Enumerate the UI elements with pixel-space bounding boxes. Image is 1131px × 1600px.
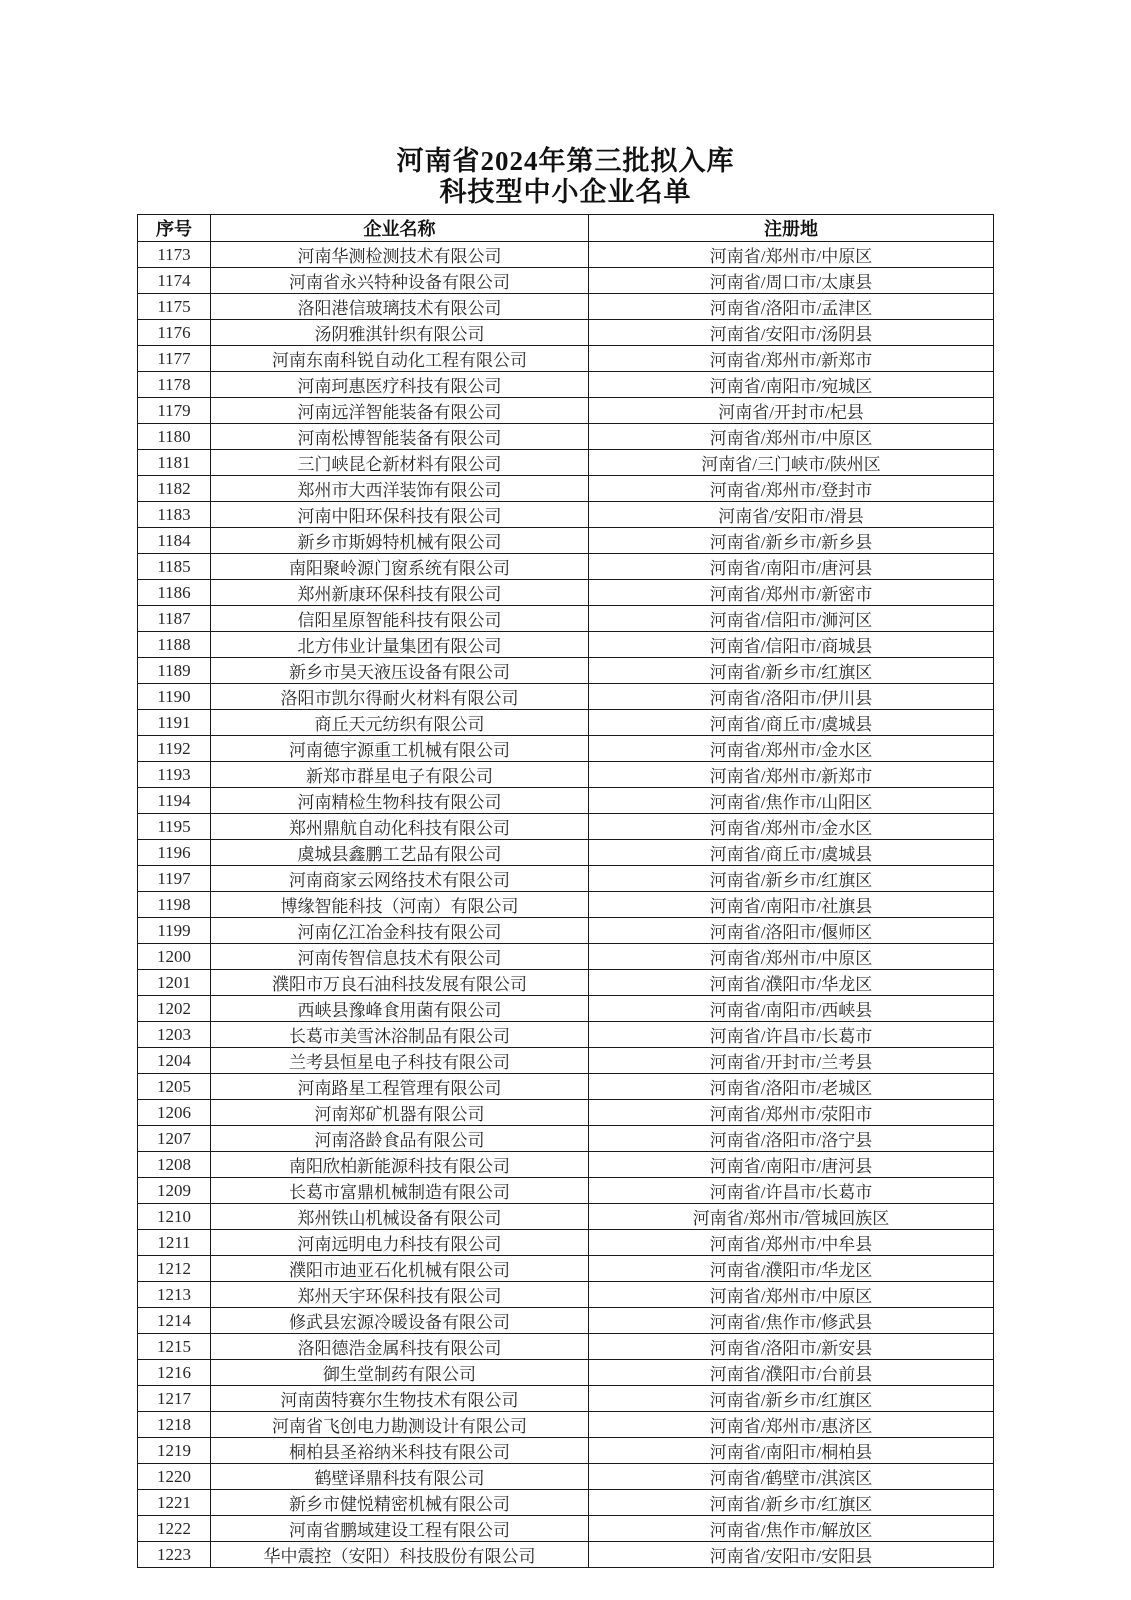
serial-number-cell: 1178 (138, 372, 211, 398)
registration-place-cell: 河南省/商丘市/虞城县 (589, 840, 994, 866)
serial-number-cell: 1197 (138, 866, 211, 892)
table-row (138, 476, 994, 502)
table-row (138, 1516, 994, 1542)
table-row (138, 346, 994, 372)
table-row (138, 398, 994, 424)
table-row (138, 580, 994, 606)
registration-place-cell: 河南省/新乡市/红旗区 (589, 866, 994, 892)
registration-place-cell: 河南省/郑州市/登封市 (589, 476, 994, 502)
serial-number-cell: 1181 (138, 450, 211, 476)
registration-place-cell: 河南省/郑州市/荥阳市 (589, 1100, 994, 1126)
registration-place-cell: 河南省/南阳市/唐河县 (589, 554, 994, 580)
registration-place-cell: 河南省/郑州市/惠济区 (589, 1412, 994, 1438)
registration-place-cell: 河南省/郑州市/中原区 (589, 424, 994, 450)
registration-place-cell: 河南省/洛阳市/洛宁县 (589, 1126, 994, 1152)
company-name-cell: 河南省鹏域建设工程有限公司 (211, 1516, 589, 1542)
registration-place-cell: 河南省/开封市/杞县 (589, 398, 994, 424)
registration-place-cell: 河南省/洛阳市/伊川县 (589, 684, 994, 710)
company-name-cell: 新乡市健悦精密机械有限公司 (211, 1490, 589, 1516)
company-name-cell: 河南松博智能装备有限公司 (211, 424, 589, 450)
registration-place-cell: 河南省/新乡市/红旗区 (589, 1386, 994, 1412)
registration-place-cell: 河南省/开封市/兰考县 (589, 1048, 994, 1074)
serial-number-cell: 1192 (138, 736, 211, 762)
registration-place-cell: 河南省/信阳市/浉河区 (589, 606, 994, 632)
table-row (138, 1334, 994, 1360)
table-row (138, 970, 994, 996)
company-name-cell: 河南珂惠医疗科技有限公司 (211, 372, 589, 398)
company-name-cell: 河南茵特赛尔生物技术有限公司 (211, 1386, 589, 1412)
company-name-cell: 河南省飞创电力勘测设计有限公司 (211, 1412, 589, 1438)
registration-place-cell: 河南省/濮阳市/台前县 (589, 1360, 994, 1386)
serial-number-cell: 1211 (138, 1230, 211, 1256)
header-registration-place: 注册地 (589, 215, 994, 242)
company-name-cell: 华中震控（安阳）科技股份有限公司 (211, 1542, 589, 1568)
table-row (138, 1542, 994, 1568)
registration-place-cell: 河南省/新乡市/红旗区 (589, 658, 994, 684)
table-row (138, 1152, 994, 1178)
registration-place-cell: 河南省/新乡市/新乡县 (589, 528, 994, 554)
company-name-cell: 御生堂制药有限公司 (211, 1360, 589, 1386)
table-row (138, 1100, 994, 1126)
table-row (138, 1230, 994, 1256)
registration-place-cell: 河南省/郑州市/管城回族区 (589, 1204, 994, 1230)
serial-number-cell: 1201 (138, 970, 211, 996)
registration-place-cell: 河南省/郑州市/新郑市 (589, 346, 994, 372)
serial-number-cell: 1179 (138, 398, 211, 424)
company-name-cell: 河南远洋智能装备有限公司 (211, 398, 589, 424)
serial-number-cell: 1194 (138, 788, 211, 814)
serial-number-cell: 1206 (138, 1100, 211, 1126)
registration-place-cell: 河南省/信阳市/商城县 (589, 632, 994, 658)
table-row (138, 450, 994, 476)
serial-number-cell: 1209 (138, 1178, 211, 1204)
serial-number-cell: 1190 (138, 684, 211, 710)
registration-place-cell: 河南省/南阳市/桐柏县 (589, 1438, 994, 1464)
table-row (138, 684, 994, 710)
serial-number-cell: 1219 (138, 1438, 211, 1464)
serial-number-cell: 1223 (138, 1542, 211, 1568)
table-row (138, 606, 994, 632)
serial-number-cell: 1196 (138, 840, 211, 866)
registration-place-cell: 河南省/洛阳市/老城区 (589, 1074, 994, 1100)
table-row (138, 1282, 994, 1308)
serial-number-cell: 1202 (138, 996, 211, 1022)
company-list-table (137, 214, 994, 1568)
company-name-cell: 河南中阳环保科技有限公司 (211, 502, 589, 528)
serial-number-cell: 1215 (138, 1334, 211, 1360)
company-name-cell: 洛阳港信玻璃技术有限公司 (211, 294, 589, 320)
company-name-cell: 新乡市斯姆特机械有限公司 (211, 528, 589, 554)
serial-number-cell: 1174 (138, 268, 211, 294)
table-row (138, 918, 994, 944)
registration-place-cell: 河南省/周口市/太康县 (589, 268, 994, 294)
table-row (138, 294, 994, 320)
registration-place-cell: 河南省/鹤壁市/淇滨区 (589, 1464, 994, 1490)
table-row (138, 1126, 994, 1152)
company-name-cell: 河南华测检测技术有限公司 (211, 242, 589, 268)
company-name-cell: 河南精检生物科技有限公司 (211, 788, 589, 814)
table-row (138, 866, 994, 892)
serial-number-cell: 1189 (138, 658, 211, 684)
serial-number-cell: 1212 (138, 1256, 211, 1282)
registration-place-cell: 河南省/郑州市/金水区 (589, 814, 994, 840)
serial-number-cell: 1221 (138, 1490, 211, 1516)
serial-number-cell: 1173 (138, 242, 211, 268)
company-name-cell: 河南东南科锐自动化工程有限公司 (211, 346, 589, 372)
serial-number-cell: 1214 (138, 1308, 211, 1334)
serial-number-cell: 1187 (138, 606, 211, 632)
company-name-cell: 虞城县鑫鹏工艺品有限公司 (211, 840, 589, 866)
company-name-cell: 长葛市富鼎机械制造有限公司 (211, 1178, 589, 1204)
registration-place-cell: 河南省/郑州市/中原区 (589, 1282, 994, 1308)
header-serial-number: 序号 (138, 215, 211, 242)
registration-place-cell: 河南省/郑州市/中原区 (589, 242, 994, 268)
serial-number-cell: 1176 (138, 320, 211, 346)
registration-place-cell: 河南省/郑州市/新密市 (589, 580, 994, 606)
registration-place-cell: 河南省/安阳市/滑县 (589, 502, 994, 528)
table-row (138, 736, 994, 762)
company-name-cell: 河南郑矿机器有限公司 (211, 1100, 589, 1126)
table-row (138, 268, 994, 294)
registration-place-cell: 河南省/三门峡市/陕州区 (589, 450, 994, 476)
registration-place-cell: 河南省/南阳市/西峡县 (589, 996, 994, 1022)
table-row (138, 840, 994, 866)
company-name-cell: 郑州天宇环保科技有限公司 (211, 1282, 589, 1308)
serial-number-cell: 1218 (138, 1412, 211, 1438)
table-row (138, 788, 994, 814)
registration-place-cell: 河南省/濮阳市/华龙区 (589, 970, 994, 996)
registration-place-cell: 河南省/洛阳市/孟津区 (589, 294, 994, 320)
serial-number-cell: 1220 (138, 1464, 211, 1490)
serial-number-cell: 1177 (138, 346, 211, 372)
table-row (138, 658, 994, 684)
company-name-cell: 西峡县豫峰食用菌有限公司 (211, 996, 589, 1022)
table-row (138, 242, 994, 268)
title-line-2: 科技型中小企业名单 (439, 177, 692, 207)
table-row (138, 1074, 994, 1100)
table-row (138, 1386, 994, 1412)
company-name-cell: 南阳欣柏新能源科技有限公司 (211, 1152, 589, 1178)
serial-number-cell: 1205 (138, 1074, 211, 1100)
table-row (138, 1412, 994, 1438)
serial-number-cell: 1188 (138, 632, 211, 658)
table-row (138, 632, 994, 658)
company-name-cell: 桐柏县圣裕纳米科技有限公司 (211, 1438, 589, 1464)
registration-place-cell: 河南省/南阳市/社旗县 (589, 892, 994, 918)
company-name-cell: 兰考县恒星电子科技有限公司 (211, 1048, 589, 1074)
registration-place-cell: 河南省/焦作市/解放区 (589, 1516, 994, 1542)
table-row (138, 996, 994, 1022)
company-name-cell: 河南路星工程管理有限公司 (211, 1074, 589, 1100)
table-row (138, 814, 994, 840)
company-name-cell: 博缘智能科技（河南）有限公司 (211, 892, 589, 918)
registration-place-cell: 河南省/许昌市/长葛市 (589, 1178, 994, 1204)
registration-place-cell: 河南省/焦作市/修武县 (589, 1308, 994, 1334)
registration-place-cell: 河南省/郑州市/中牟县 (589, 1230, 994, 1256)
table-row (138, 1022, 994, 1048)
company-name-cell: 洛阳市凯尔得耐火材料有限公司 (211, 684, 589, 710)
registration-place-cell: 河南省/南阳市/唐河县 (589, 1152, 994, 1178)
title-line-1: 河南省2024年第三批拟入库 (396, 146, 735, 176)
company-name-cell: 濮阳市迪亚石化机械有限公司 (211, 1256, 589, 1282)
serial-number-cell: 1175 (138, 294, 211, 320)
serial-number-cell: 1182 (138, 476, 211, 502)
serial-number-cell: 1195 (138, 814, 211, 840)
serial-number-cell: 1180 (138, 424, 211, 450)
table-row (138, 892, 994, 918)
serial-number-cell: 1193 (138, 762, 211, 788)
company-name-cell: 新郑市群星电子有限公司 (211, 762, 589, 788)
registration-place-cell: 河南省/南阳市/宛城区 (589, 372, 994, 398)
serial-number-cell: 1184 (138, 528, 211, 554)
registration-place-cell: 河南省/郑州市/中原区 (589, 944, 994, 970)
table-row (138, 1438, 994, 1464)
serial-number-cell: 1213 (138, 1282, 211, 1308)
table-row (138, 1490, 994, 1516)
table-row (138, 710, 994, 736)
company-name-cell: 河南洛龄食品有限公司 (211, 1126, 589, 1152)
table-row (138, 502, 994, 528)
serial-number-cell: 1186 (138, 580, 211, 606)
table-row (138, 1464, 994, 1490)
company-name-cell: 郑州鼎航自动化科技有限公司 (211, 814, 589, 840)
company-name-cell: 河南商家云网络技术有限公司 (211, 866, 589, 892)
registration-place-cell: 河南省/安阳市/汤阴县 (589, 320, 994, 346)
serial-number-cell: 1217 (138, 1386, 211, 1412)
company-name-cell: 郑州铁山机械设备有限公司 (211, 1204, 589, 1230)
serial-number-cell: 1185 (138, 554, 211, 580)
table-row (138, 1308, 994, 1334)
table-header-row (138, 215, 994, 242)
table-row (138, 1256, 994, 1282)
table-row (138, 1360, 994, 1386)
registration-place-cell: 河南省/商丘市/虞城县 (589, 710, 994, 736)
table-row (138, 1204, 994, 1230)
serial-number-cell: 1207 (138, 1126, 211, 1152)
company-name-cell: 信阳星原智能科技有限公司 (211, 606, 589, 632)
company-name-cell: 长葛市美雪沐浴制品有限公司 (211, 1022, 589, 1048)
serial-number-cell: 1216 (138, 1360, 211, 1386)
table-row (138, 944, 994, 970)
company-name-cell: 郑州市大西洋装饰有限公司 (211, 476, 589, 502)
company-name-cell: 河南省永兴特种设备有限公司 (211, 268, 589, 294)
serial-number-cell: 1210 (138, 1204, 211, 1230)
company-name-cell: 河南亿江冶金科技有限公司 (211, 918, 589, 944)
company-name-cell: 汤阴雅淇针织有限公司 (211, 320, 589, 346)
table-row (138, 1048, 994, 1074)
company-name-cell: 修武县宏源冷暖设备有限公司 (211, 1308, 589, 1334)
company-name-cell: 新乡市昊天液压设备有限公司 (211, 658, 589, 684)
company-name-cell: 鹤壁译鼎科技有限公司 (211, 1464, 589, 1490)
company-name-cell: 河南传智信息技术有限公司 (211, 944, 589, 970)
company-name-cell: 商丘天元纺织有限公司 (211, 710, 589, 736)
serial-number-cell: 1198 (138, 892, 211, 918)
company-name-cell: 河南德宇源重工机械有限公司 (211, 736, 589, 762)
registration-place-cell: 河南省/焦作市/山阳区 (589, 788, 994, 814)
company-name-cell: 濮阳市万良石油科技发展有限公司 (211, 970, 589, 996)
registration-place-cell: 河南省/郑州市/金水区 (589, 736, 994, 762)
registration-place-cell: 河南省/许昌市/长葛市 (589, 1022, 994, 1048)
registration-place-cell: 河南省/洛阳市/新安县 (589, 1334, 994, 1360)
table-row (138, 762, 994, 788)
header-company-name: 企业名称 (211, 215, 589, 242)
serial-number-cell: 1199 (138, 918, 211, 944)
serial-number-cell: 1191 (138, 710, 211, 736)
registration-place-cell: 河南省/安阳市/安阳县 (589, 1542, 994, 1568)
serial-number-cell: 1203 (138, 1022, 211, 1048)
registration-place-cell: 河南省/洛阳市/偃师区 (589, 918, 994, 944)
serial-number-cell: 1204 (138, 1048, 211, 1074)
table-row (138, 528, 994, 554)
company-name-cell: 南阳聚岭源门窗系统有限公司 (211, 554, 589, 580)
table-row (138, 372, 994, 398)
registration-place-cell: 河南省/新乡市/红旗区 (589, 1490, 994, 1516)
registration-place-cell: 河南省/郑州市/新郑市 (589, 762, 994, 788)
serial-number-cell: 1200 (138, 944, 211, 970)
document-title (0, 0, 1131, 208)
table-row (138, 424, 994, 450)
company-name-cell: 洛阳德浩金属科技有限公司 (211, 1334, 589, 1360)
company-name-cell: 北方伟业计量集团有限公司 (211, 632, 589, 658)
company-name-cell: 河南远明电力科技有限公司 (211, 1230, 589, 1256)
table-row (138, 320, 994, 346)
table-row (138, 554, 994, 580)
company-name-cell: 三门峡昆仑新材料有限公司 (211, 450, 589, 476)
registration-place-cell: 河南省/濮阳市/华龙区 (589, 1256, 994, 1282)
table-row (138, 1178, 994, 1204)
serial-number-cell: 1183 (138, 502, 211, 528)
serial-number-cell: 1222 (138, 1516, 211, 1542)
serial-number-cell: 1208 (138, 1152, 211, 1178)
company-name-cell: 郑州新康环保科技有限公司 (211, 580, 589, 606)
